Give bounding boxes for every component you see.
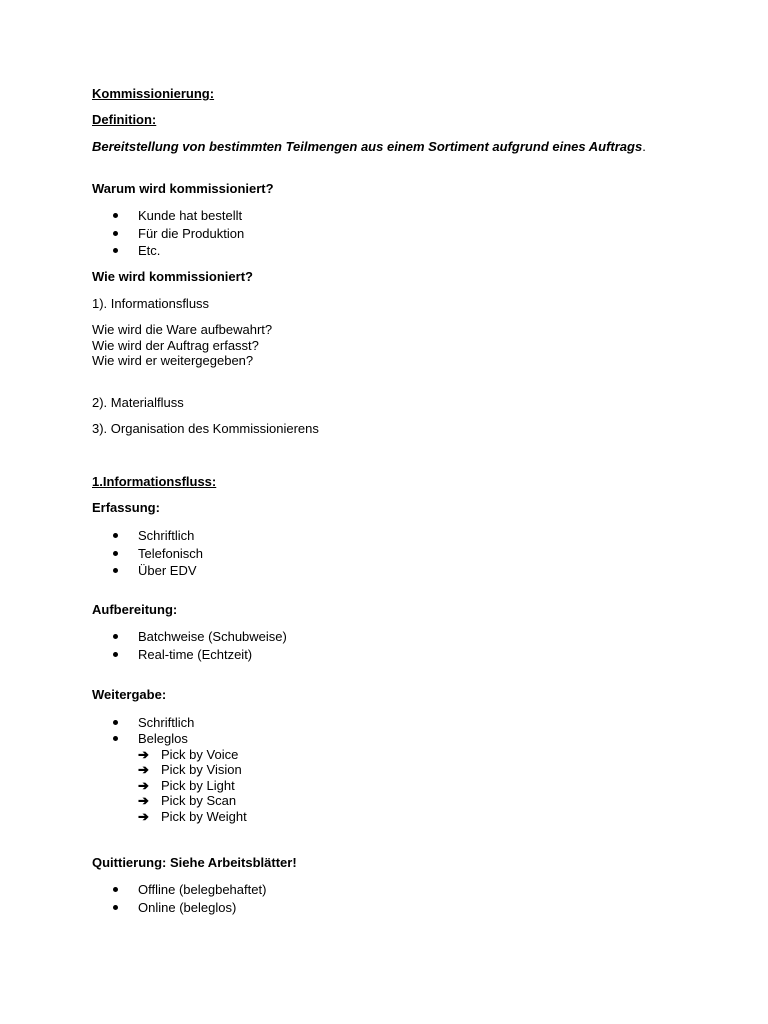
bullet-icon xyxy=(113,568,118,573)
list-item: Offline (belegbehaftet) xyxy=(92,881,266,899)
bullet-icon xyxy=(113,720,118,725)
list-item: Telefonisch xyxy=(92,545,203,563)
question-weitergabe: Wie wird er weitergegeben? xyxy=(92,353,254,368)
list-item: Batchweise (Schubweise) xyxy=(92,628,287,646)
erfassung-heading: Erfassung: xyxy=(92,500,160,515)
quittierung-heading: Quittierung: Siehe Arbeitsblätter! xyxy=(92,855,297,870)
list-item: Etc. xyxy=(92,242,244,260)
wie-heading: Wie wird kommissioniert? xyxy=(92,269,253,284)
arrow-right-icon: ➔ xyxy=(138,808,149,824)
bullet-icon xyxy=(113,887,118,892)
quittierung-list xyxy=(92,881,266,916)
list-item: Kunde hat bestellt xyxy=(92,207,244,225)
list-item: ➔ Pick by Weight xyxy=(138,808,247,824)
aufbereitung-list xyxy=(92,628,287,663)
question-ware: Wie wird die Ware aufbewahrt? xyxy=(92,322,273,337)
bullet-icon xyxy=(113,634,118,639)
bullet-icon xyxy=(113,533,118,538)
arrow-right-icon: ➔ xyxy=(138,747,149,762)
bullet-icon xyxy=(113,652,118,657)
informationsfluss-heading: 1.Informationsfluss: xyxy=(92,474,217,489)
list-item: Online (beleglos) xyxy=(92,899,266,917)
arrow-right-icon: ➔ xyxy=(138,762,149,778)
list-item: ➔ Pick by Light xyxy=(138,777,235,793)
list-item: ➔ Pick by Scan xyxy=(138,793,237,809)
bullet-icon xyxy=(113,736,118,741)
weitergabe-list xyxy=(92,714,194,746)
list-item: Beleglos xyxy=(92,731,194,746)
warum-heading: Warum wird kommissioniert? xyxy=(92,181,274,196)
arrow-right-icon: ➔ xyxy=(138,793,149,809)
step-materialfluss: 2). Materialfluss xyxy=(92,395,184,410)
weitergabe-heading: Weitergabe: xyxy=(92,687,167,702)
bullet-icon xyxy=(113,231,118,236)
erfassung-list xyxy=(92,527,203,580)
step-organisation: 3). Organisation des Kommissionierens xyxy=(92,421,319,436)
list-item: Real-time (Echtzeit) xyxy=(92,646,287,664)
arrow-right-icon: ➔ xyxy=(138,777,149,793)
pick-methods-list xyxy=(138,747,247,824)
list-item: Für die Produktion xyxy=(92,225,244,243)
list-item: Schriftlich xyxy=(92,714,194,731)
bullet-icon xyxy=(113,213,118,218)
bullet-icon xyxy=(113,551,118,556)
list-item: ➔ Pick by Voice xyxy=(138,747,239,762)
list-item: Über EDV xyxy=(92,562,203,580)
step-informationsfluss: 1). Informationsfluss xyxy=(92,296,210,311)
document-heading: Kommissionierung: xyxy=(92,86,215,101)
list-item: Schriftlich xyxy=(92,527,203,545)
bullet-icon xyxy=(113,248,118,253)
aufbereitung-heading: Aufbereitung: xyxy=(92,602,178,617)
list-item: ➔ Pick by Vision xyxy=(138,762,242,778)
warum-list xyxy=(92,207,244,260)
definition-text: Bereitstellung von bestimmten Teilmengen aus einem Sortiment aufgrund eines Auftrags. xyxy=(92,139,646,154)
bullet-icon xyxy=(113,905,118,910)
definition-label: Definition: xyxy=(92,112,157,127)
question-auftrag: Wie wird der Auftrag erfasst? xyxy=(92,338,259,353)
